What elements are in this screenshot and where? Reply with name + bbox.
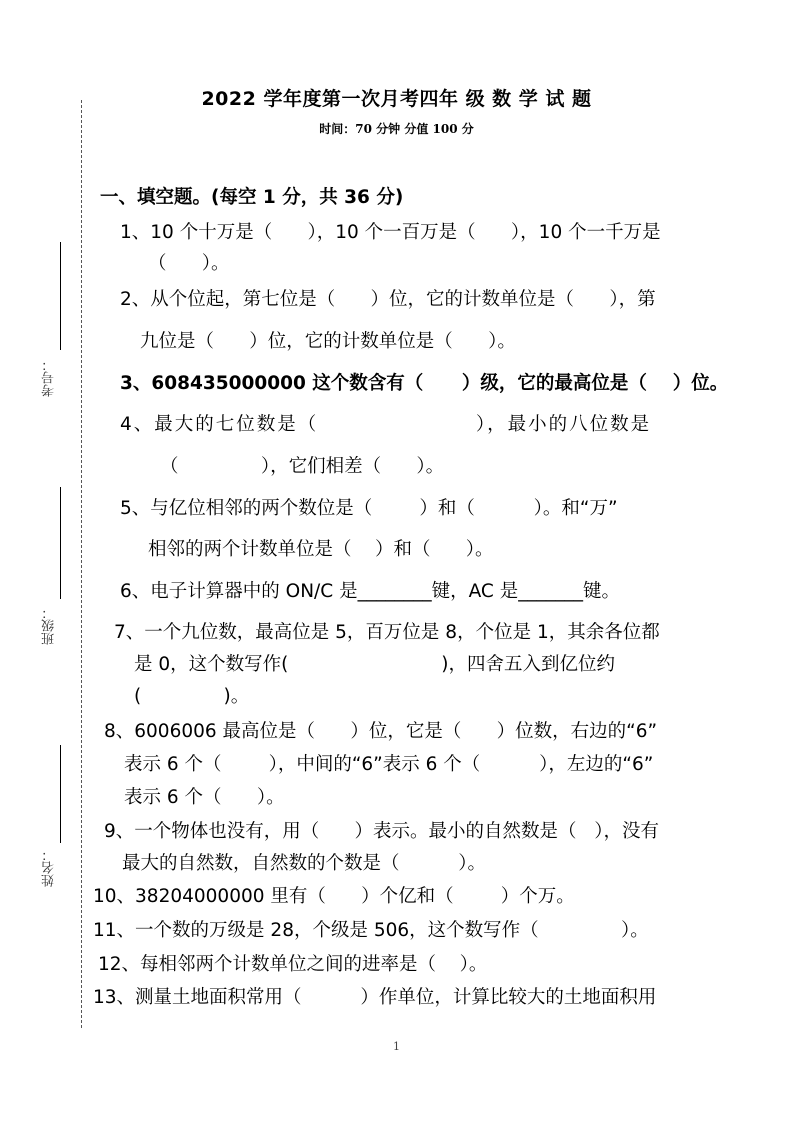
question-4-line-2: （ ），它们相差（ ）。 — [160, 456, 445, 477]
exam-title: 2022 学年度第一次月考四年 级 数 学 试 题 — [201, 88, 592, 110]
question-12-line-1: 12、每相邻两个计数单位之间的进率是（ ）。 — [98, 954, 488, 975]
question-2-line-2: 九位是（ ）位，它的计数单位是（ ）。 — [140, 331, 516, 352]
question-9-line-2: 最大的自然数，自然数的个数是（ ）。 — [122, 853, 487, 874]
exam-number-line — [60, 242, 61, 350]
question-8-line-3: 表示 6 个（ ）。 — [124, 787, 285, 808]
section-title: 一、填空题。(每空 1 分，共 36 分) — [100, 187, 404, 208]
question-4-line-1: 4、最大的七位数是（ ），最小的八位数是 — [120, 414, 652, 435]
question-9-line-1: 9、一个物体也没有，用（ ）表示。最小的自然数是（ ），没有 — [104, 821, 659, 842]
question-1-line-1: 1、10 个十万是（ ），10 个一百万是（ ），10 个一千万是 — [120, 222, 661, 243]
question-10-line-1: 10、38204000000 里有（ ）个亿和（ ）个万。 — [93, 886, 575, 907]
class-line — [60, 487, 61, 599]
page-number: 1 — [393, 1040, 400, 1053]
question-8-line-1: 8、6006006 最高位是（ ）位，它是（ ）位数，右边的“6” — [104, 721, 658, 742]
question-7-line-1: 7、一个九位数，最高位是 5，百万位是 8，个位是 1，其余各位都 — [114, 622, 660, 643]
class-label: 班级： — [42, 606, 57, 646]
exam-subtitle: 时间：70 分钟 分值 100 分 — [319, 122, 474, 136]
question-8-line-2: 表示 6 个（ ），中间的“6”表示 6 个（ ），左边的“6” — [124, 754, 654, 775]
question-5-line-1: 5、与亿位相邻的两个数位是（ ）和（ ）。和“万” — [120, 498, 618, 519]
question-1-line-2: （ ）。 — [148, 253, 230, 274]
question-11-line-1: 11、一个数的万级是 28，个级是 506，这个数写作（ ）。 — [93, 920, 649, 941]
binding-dashed-line — [81, 100, 82, 1028]
question-6-line-1: 6、电子计算器中的 ON/C 是________键，AC 是_______键。 — [120, 581, 620, 602]
exam-number-label: 考号： — [42, 358, 57, 398]
question-5-line-2: 相邻的两个计数单位是（ ）和（ ）。 — [148, 539, 494, 560]
name-line — [60, 745, 61, 843]
question-13-line-1: 13、测量土地面积常用（ ）作单位，计算比较大的土地面积用 — [93, 987, 657, 1008]
question-7-line-2: 是 0，这个数写作( )，四舍五入到亿位约 — [134, 654, 615, 675]
question-3-line-1: 3、608435000000 这个数含有（ ）级，它的最高位是（ ）位。 — [120, 373, 729, 394]
question-7-line-3: ( )。 — [134, 686, 250, 707]
name-label: 姓名： — [42, 848, 57, 888]
question-2-line-1: 2、从个位起，第七位是（ ）位，它的计数单位是（ ），第 — [120, 289, 656, 310]
